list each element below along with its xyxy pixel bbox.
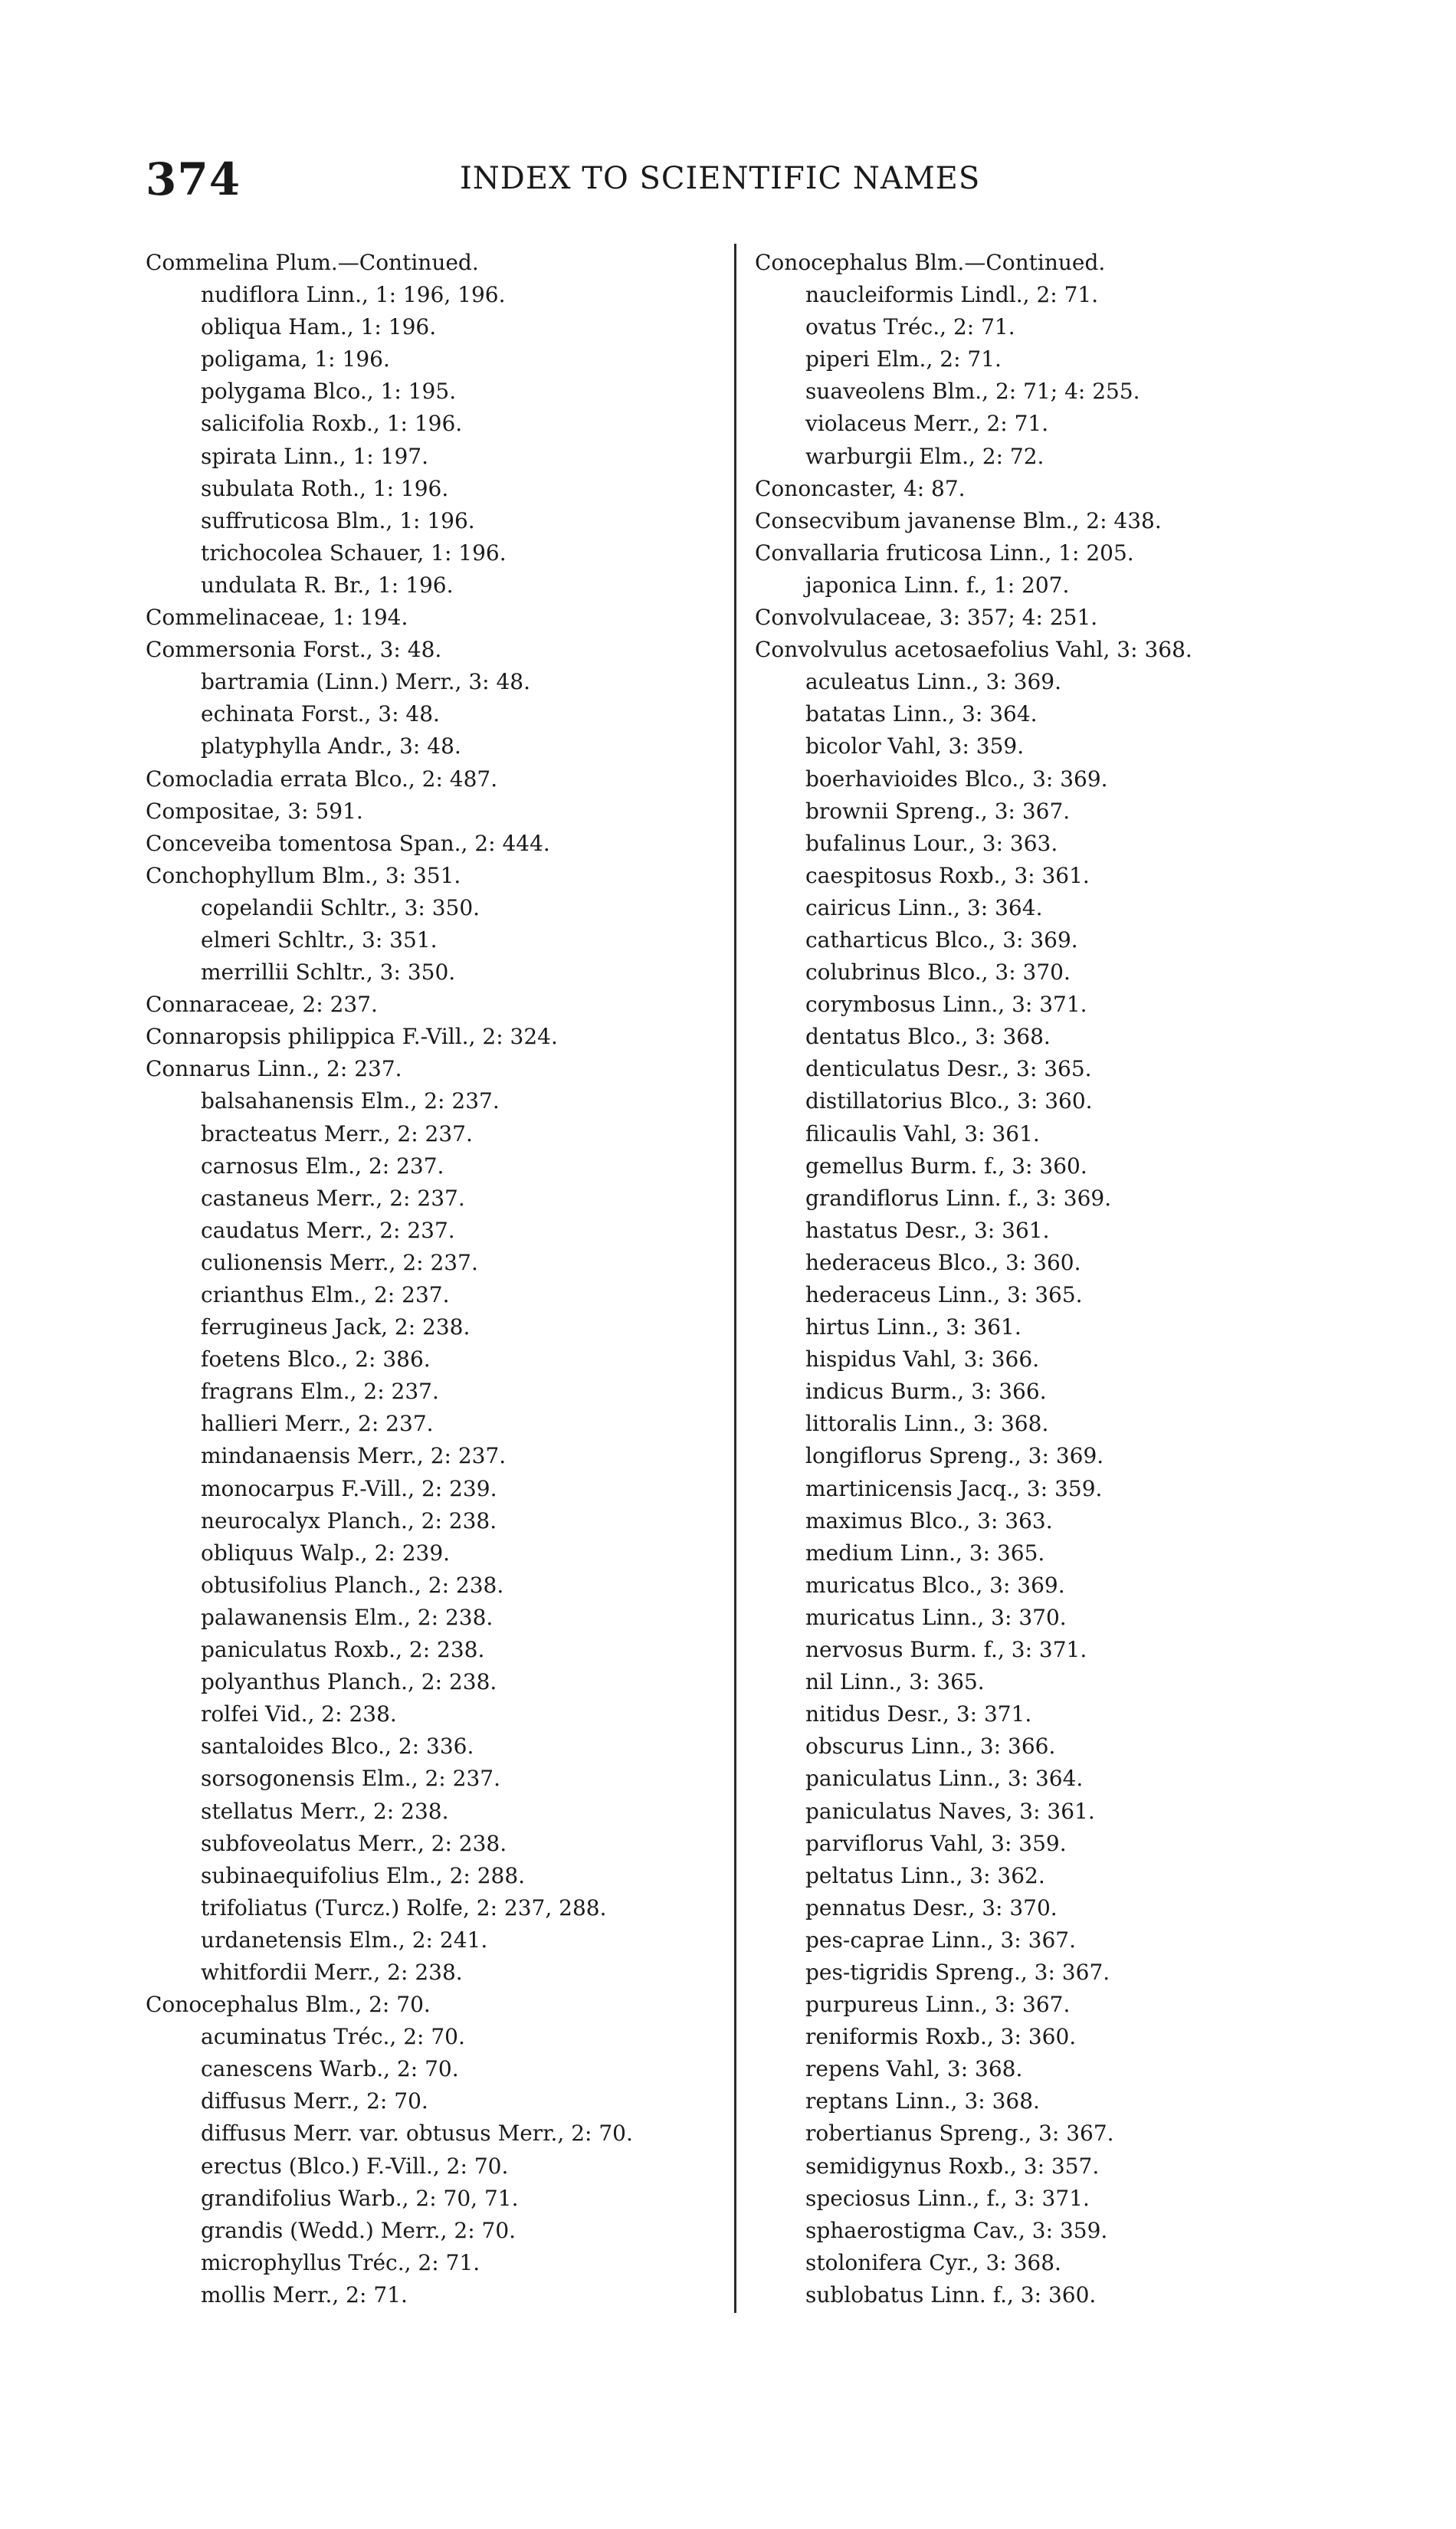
index-subentry: monocarpus F.-Vill., 2: 239. <box>201 1475 497 1501</box>
index-subentry: reniformis Roxb., 3: 360. <box>805 2024 1077 2050</box>
index-subentry: colubrinus Blco., 3: 370. <box>805 959 1071 986</box>
index-subentry: hederaceus Linn., 3: 365. <box>805 1282 1083 1307</box>
index-entry: Compositae, 3: 591. <box>146 798 363 824</box>
index-subentry: nudiflora Linn., 1: 196, 196. <box>201 282 506 308</box>
index-subentry: pes-tigridis Spreng., 3: 367. <box>805 1959 1110 1985</box>
index-subentry: reptans Linn., 3: 368. <box>805 2088 1040 2114</box>
index-subentry: polyanthus Planch., 2: 238. <box>201 1669 497 1695</box>
index-subentry: bicolor Vahl, 3: 359. <box>805 733 1025 759</box>
index-subentry: obliqua Ham., 1: 196. <box>201 314 437 340</box>
index-subentry: aculeatus Linn., 3: 369. <box>805 669 1061 695</box>
index-subentry: carnosus Elm., 2: 237. <box>201 1153 444 1179</box>
index-subentry: nitidus Desr., 3: 371. <box>805 1701 1032 1727</box>
index-entry: Conchophyllum Blm., 3: 351. <box>146 862 461 888</box>
index-subentry: platyphylla Andr., 3: 48. <box>201 733 461 759</box>
index-subentry: salicifolia Roxb., 1: 196. <box>201 411 463 437</box>
index-subentry: hirtus Linn., 3: 361. <box>805 1314 1021 1340</box>
index-subentry: foetens Blco., 2: 386. <box>201 1347 431 1373</box>
index-subentry: longiflorus Spreng., 3: 369. <box>805 1443 1104 1469</box>
index-subentry: spirata Linn., 1: 197. <box>201 443 428 469</box>
index-subentry: japonica Linn. f., 1: 207. <box>805 572 1070 598</box>
index-subentry: denticulatus Desr., 3: 365. <box>805 1056 1092 1082</box>
index-subentry: stellatus Merr., 2: 238. <box>201 1798 449 1824</box>
index-entry: Cononcaster, 4: 87. <box>755 475 966 501</box>
index-subentry: urdanetensis Elm., 2: 241. <box>201 1927 488 1953</box>
index-subentry: paniculatus Naves, 3: 361. <box>805 1798 1095 1824</box>
index-subentry: robertianus Spreng., 3: 367. <box>805 2121 1114 2147</box>
index-subentry: brownii Spreng., 3: 367. <box>805 798 1071 824</box>
index-subentry: grandiflorus Linn. f., 3: 369. <box>805 1185 1112 1211</box>
index-subentry: nervosus Burm. f., 3: 371. <box>805 1637 1087 1663</box>
index-subentry: pennatus Desr., 3: 370. <box>805 1894 1058 1921</box>
index-subentry: indicus Burm., 3: 366. <box>805 1379 1047 1405</box>
index-subentry: polygama Blco., 1: 195. <box>201 379 457 405</box>
index-subentry: poligama, 1: 196. <box>201 346 390 372</box>
index-subentry: hallieri Merr., 2: 237. <box>201 1411 434 1437</box>
index-subentry: fragrans Elm., 2: 237. <box>201 1379 439 1405</box>
index-subentry: paniculatus Roxb., 2: 238. <box>201 1637 485 1663</box>
index-entry: Commelinaceae, 1: 194. <box>146 605 408 631</box>
index-subentry: medium Linn., 3: 365. <box>805 1540 1045 1566</box>
index-subentry: dentatus Blco., 3: 368. <box>805 1024 1051 1050</box>
index-subentry: obscurus Linn., 3: 366. <box>805 1734 1056 1760</box>
index-subentry: elmeri Schltr., 3: 351. <box>201 927 438 953</box>
index-subentry: filicaulis Vahl, 3: 361. <box>805 1120 1040 1146</box>
index-subentry: boerhavioides Blco., 3: 369. <box>805 766 1108 792</box>
index-subentry: microphyllus Tréc., 2: 71. <box>201 2249 480 2275</box>
index-subentry: neurocalyx Planch., 2: 238. <box>201 1507 497 1533</box>
index-subentry: sphaerostigma Cav., 3: 359. <box>805 2217 1108 2243</box>
index-subentry: grandifolius Warb., 2: 70, 71. <box>201 2185 519 2211</box>
index-entry: Conceveiba tomentosa Span., 2: 444. <box>146 830 550 856</box>
index-entry: Connaraceae, 2: 237. <box>146 992 378 1018</box>
index-subentry: whitfordii Merr., 2: 238. <box>201 1959 463 1985</box>
index-subentry: erectus (Blco.) F.-Vill., 2: 70. <box>201 2153 509 2179</box>
index-subentry: mindanaensis Merr., 2: 237. <box>201 1443 507 1469</box>
index-subentry: echinata Forst., 3: 48. <box>201 701 440 727</box>
index-subentry: diffusus Merr., 2: 70. <box>201 2088 428 2114</box>
index-entry: Conocephalus Blm.—Continued. <box>755 250 1106 275</box>
index-subentry: diffusus Merr. var. obtusus Merr., 2: 70. <box>201 2121 633 2147</box>
index-subentry: castaneus Merr., 2: 237. <box>201 1185 465 1211</box>
index-subentry: bracteatus Merr., 2: 237. <box>201 1120 473 1146</box>
index-subentry: ferrugineus Jack, 2: 238. <box>201 1314 471 1340</box>
index-subentry: muricatus Linn., 3: 370. <box>805 1604 1067 1630</box>
index-subentry: balsahanensis Elm., 2: 237. <box>201 1088 500 1114</box>
index-subentry: violaceus Merr., 2: 71. <box>805 411 1049 437</box>
index-subentry: catharticus Blco., 3: 369. <box>805 927 1078 953</box>
index-subentry: trifoliatus (Turcz.) Rolfe, 2: 237, 288. <box>201 1894 607 1921</box>
index-subentry: nil Linn., 3: 365. <box>805 1669 985 1695</box>
column-divider <box>734 244 736 2313</box>
index-subentry: semidigynus Roxb., 3: 357. <box>805 2153 1100 2179</box>
index-subentry: copelandii Schltr., 3: 350. <box>201 894 480 920</box>
running-head: INDEX TO SCIENTIFIC NAMES <box>460 161 981 196</box>
index-subentry: undulata R. Br., 1: 196. <box>201 572 454 598</box>
index-entry: Connarus Linn., 2: 237. <box>146 1056 402 1082</box>
index-entry: Convallaria fruticosa Linn., 1: 205. <box>755 540 1134 566</box>
index-subentry: maximus Blco., 3: 363. <box>805 1507 1053 1533</box>
index-subentry: warburgii Elm., 2: 72. <box>805 443 1044 469</box>
index-subentry: grandis (Wedd.) Merr., 2: 70. <box>201 2217 516 2243</box>
index-subentry: parviflorus Vahl, 3: 359. <box>805 1830 1067 1856</box>
index-subentry: corymbosus Linn., 3: 371. <box>805 992 1087 1018</box>
index-subentry: bartramia (Linn.) Merr., 3: 48. <box>201 669 531 695</box>
index-subentry: repens Vahl, 3: 368. <box>805 2056 1023 2082</box>
index-subentry: stolonifera Cyr., 3: 368. <box>805 2249 1061 2275</box>
index-subentry: suffruticosa Blm., 1: 196. <box>201 507 475 533</box>
index-subentry: paniculatus Linn., 3: 364. <box>805 1766 1084 1792</box>
index-subentry: martinicensis Jacq., 3: 359. <box>805 1475 1103 1501</box>
index-subentry: distillatorius Blco., 3: 360. <box>805 1088 1093 1114</box>
index-subentry: subfoveolatus Merr., 2: 238. <box>201 1830 507 1856</box>
index-subentry: mollis Merr., 2: 71. <box>201 2281 408 2308</box>
index-column-right <box>755 247 1429 2311</box>
index-subentry: speciosus Linn., f., 3: 371. <box>805 2185 1090 2211</box>
index-entry: Comocladia errata Blco., 2: 487. <box>146 766 498 792</box>
index-subentry: palawanensis Elm., 2: 238. <box>201 1604 494 1630</box>
index-subentry: sublobatus Linn. f., 3: 360. <box>805 2281 1097 2308</box>
index-subentry: muricatus Blco., 3: 369. <box>805 1572 1065 1598</box>
index-subentry: crianthus Elm., 2: 237. <box>201 1282 450 1307</box>
index-subentry: obtusifolius Planch., 2: 238. <box>201 1572 504 1598</box>
index-subentry: cairicus Linn., 3: 364. <box>805 894 1043 920</box>
index-entry: Convolvulaceae, 3: 357; 4: 251. <box>755 605 1098 631</box>
index-column-left <box>146 247 728 2311</box>
index-entry: Connaropsis philippica F.-Vill., 2: 324. <box>146 1024 558 1050</box>
index-subentry: gemellus Burm. f., 3: 360. <box>805 1153 1087 1179</box>
index-subentry: subinaequifolius Elm., 2: 288. <box>201 1862 526 1888</box>
index-subentry: peltatus Linn., 3: 362. <box>805 1862 1045 1888</box>
index-subentry: rolfei Vid., 2: 238. <box>201 1701 397 1727</box>
index-subentry: hederaceus Blco., 3: 360. <box>805 1249 1081 1275</box>
index-subentry: sorsogonensis Elm., 2: 237. <box>201 1766 500 1792</box>
index-subentry: ovatus Tréc., 2: 71. <box>805 314 1015 340</box>
index-entry: Consecvibum javanense Blm., 2: 438. <box>755 507 1162 533</box>
index-subentry: acuminatus Tréc., 2: 70. <box>201 2024 465 2050</box>
index-subentry: santaloides Blco., 2: 336. <box>201 1734 474 1760</box>
index-subentry: merrillii Schltr., 3: 350. <box>201 959 456 986</box>
index-subentry: caudatus Merr., 2: 237. <box>201 1217 455 1243</box>
index-subentry: subulata Roth., 1: 196. <box>201 475 449 501</box>
index-subentry: suaveolens Blm., 2: 71; 4: 255. <box>805 379 1140 405</box>
index-entry: Convolvulus acetosaefolius Vahl, 3: 368. <box>755 637 1192 663</box>
index-subentry: obliquus Walp., 2: 239. <box>201 1540 451 1566</box>
index-entry: Conocephalus Blm., 2: 70. <box>146 1992 431 2018</box>
index-subentry: trichocolea Schauer, 1: 196. <box>201 540 507 566</box>
page-number: 374 <box>146 153 241 205</box>
index-subentry: batatas Linn., 3: 364. <box>805 701 1038 727</box>
index-subentry: hastatus Desr., 3: 361. <box>805 1217 1050 1243</box>
index-subentry: purpureus Linn., 3: 367. <box>805 1992 1071 2018</box>
index-subentry: bufalinus Lour., 3: 363. <box>805 830 1058 856</box>
index-subentry: littoralis Linn., 3: 368. <box>805 1411 1049 1437</box>
index-subentry: hispidus Vahl, 3: 366. <box>805 1347 1040 1373</box>
index-subentry: piperi Elm., 2: 71. <box>805 346 1002 372</box>
index-subentry: naucleiformis Lindl., 2: 71. <box>805 282 1099 308</box>
index-subentry: caespitosus Roxb., 3: 361. <box>805 862 1090 888</box>
index-subentry: pes-caprae Linn., 3: 367. <box>805 1927 1076 1953</box>
index-subentry: culionensis Merr., 2: 237. <box>201 1249 478 1275</box>
index-entry: Commelina Plum.—Continued. <box>146 250 479 275</box>
index-subentry: canescens Warb., 2: 70. <box>201 2056 459 2082</box>
index-entry: Commersonia Forst., 3: 48. <box>146 637 442 663</box>
